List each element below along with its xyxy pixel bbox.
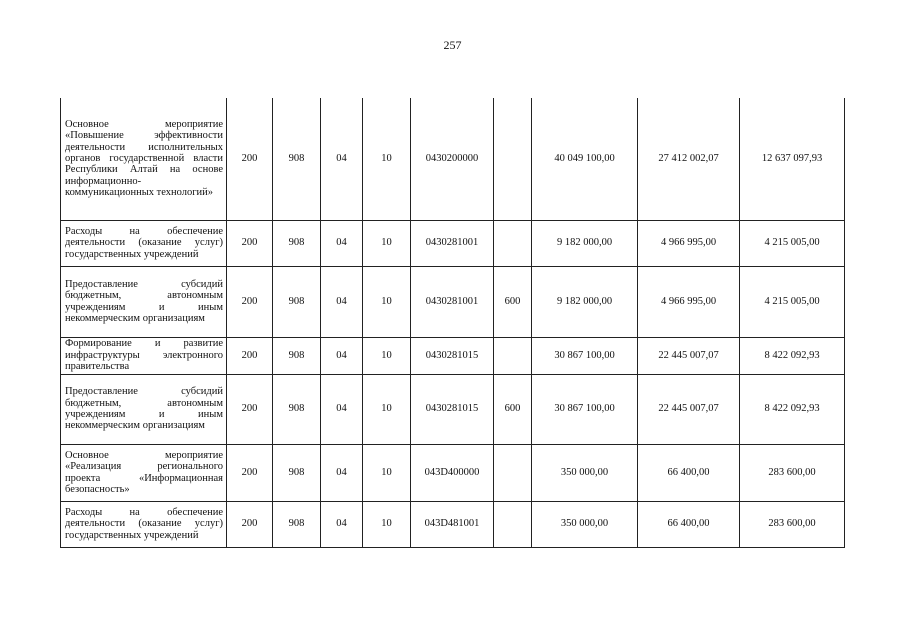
cell-vr: 600 [494, 266, 532, 337]
cell-sum-2: 27 412 002,07 [638, 98, 740, 220]
table-row [61, 337, 845, 374]
cell-sum-1: 30 867 100,00 [532, 374, 638, 444]
cell-sum-1: 40 049 100,00 [532, 98, 638, 220]
cell-sum-3: 8 422 092,93 [740, 337, 845, 374]
cell-vr: 600 [494, 374, 532, 444]
cell-sum-1: 9 182 000,00 [532, 220, 638, 266]
cell-c1: 200 [227, 374, 273, 444]
cell-sum-3: 4 215 005,00 [740, 220, 845, 266]
cell-c1: 200 [227, 501, 273, 547]
cell-sum-1: 350 000,00 [532, 444, 638, 501]
cell-sum-2: 22 445 007,07 [638, 374, 740, 444]
cell-c4: 10 [363, 501, 411, 547]
table-row [61, 266, 845, 337]
cell-code: 043D481001 [411, 501, 494, 547]
row-name: Расходы на обеспечение деятельности (оказание услуг) государственных учреждений [61, 220, 227, 266]
cell-c3: 04 [321, 374, 363, 444]
cell-sum-3: 12 637 097,93 [740, 98, 845, 220]
cell-sum-2: 66 400,00 [638, 444, 740, 501]
cell-c1: 200 [227, 266, 273, 337]
cell-c3: 04 [321, 501, 363, 547]
table-row [61, 374, 845, 444]
cell-sum-3: 4 215 005,00 [740, 266, 845, 337]
cell-c2: 908 [273, 444, 321, 501]
cell-sum-2: 66 400,00 [638, 501, 740, 547]
cell-c2: 908 [273, 98, 321, 220]
cell-c2: 908 [273, 374, 321, 444]
cell-vr [494, 501, 532, 547]
cell-c4: 10 [363, 266, 411, 337]
cell-sum-1: 9 182 000,00 [532, 266, 638, 337]
cell-code: 0430281015 [411, 337, 494, 374]
cell-sum-2: 22 445 007,07 [638, 337, 740, 374]
cell-c3: 04 [321, 220, 363, 266]
cell-c2: 908 [273, 501, 321, 547]
cell-sum-3: 283 600,00 [740, 444, 845, 501]
cell-c1: 200 [227, 337, 273, 374]
cell-c1: 200 [227, 98, 273, 220]
cell-sum-1: 30 867 100,00 [532, 337, 638, 374]
cell-sum-3: 283 600,00 [740, 501, 845, 547]
table-row [61, 501, 845, 547]
cell-vr [494, 220, 532, 266]
cell-vr [494, 98, 532, 220]
row-name: Предоставление субсидий бюджетным, автономным учреждениям и иным некоммерческим организациям [61, 266, 227, 337]
cell-c2: 908 [273, 266, 321, 337]
cell-c4: 10 [363, 444, 411, 501]
cell-sum-2: 4 966 995,00 [638, 220, 740, 266]
cell-code: 043D400000 [411, 444, 494, 501]
table-row [61, 220, 845, 266]
cell-c4: 10 [363, 98, 411, 220]
table-row [61, 98, 845, 220]
cell-c4: 10 [363, 220, 411, 266]
cell-vr [494, 337, 532, 374]
row-name: Основное мероприятие «Повышение эффективности деятельности исполнительных органов государственной власти Республики Алтай на основе информационно-коммуникационных технологий» [61, 98, 227, 220]
cell-c3: 04 [321, 337, 363, 374]
cell-c1: 200 [227, 444, 273, 501]
budget-table [60, 98, 845, 548]
cell-sum-2: 4 966 995,00 [638, 266, 740, 337]
cell-code: 0430281001 [411, 220, 494, 266]
cell-sum-3: 8 422 092,93 [740, 374, 845, 444]
row-name: Формирование и развитие инфраструктуры электронного правительства [61, 337, 227, 374]
cell-c4: 10 [363, 374, 411, 444]
cell-vr [494, 444, 532, 501]
cell-c4: 10 [363, 337, 411, 374]
cell-c3: 04 [321, 266, 363, 337]
table-row [61, 444, 845, 501]
page-number: 257 [443, 38, 462, 52]
row-name: Основное мероприятие «Реализация регионального проекта «Информационная безопасность» [61, 444, 227, 501]
cell-c3: 04 [321, 98, 363, 220]
cell-c1: 200 [227, 220, 273, 266]
row-name: Расходы на обеспечение деятельности (оказание услуг) государственных учреждений [61, 501, 227, 547]
cell-code: 0430200000 [411, 98, 494, 220]
cell-c2: 908 [273, 337, 321, 374]
cell-sum-1: 350 000,00 [532, 501, 638, 547]
cell-c3: 04 [321, 444, 363, 501]
row-name: Предоставление субсидий бюджетным, автономным учреждениям и иным некоммерческим организациям [61, 374, 227, 444]
cell-code: 0430281001 [411, 266, 494, 337]
cell-code: 0430281015 [411, 374, 494, 444]
cell-c2: 908 [273, 220, 321, 266]
